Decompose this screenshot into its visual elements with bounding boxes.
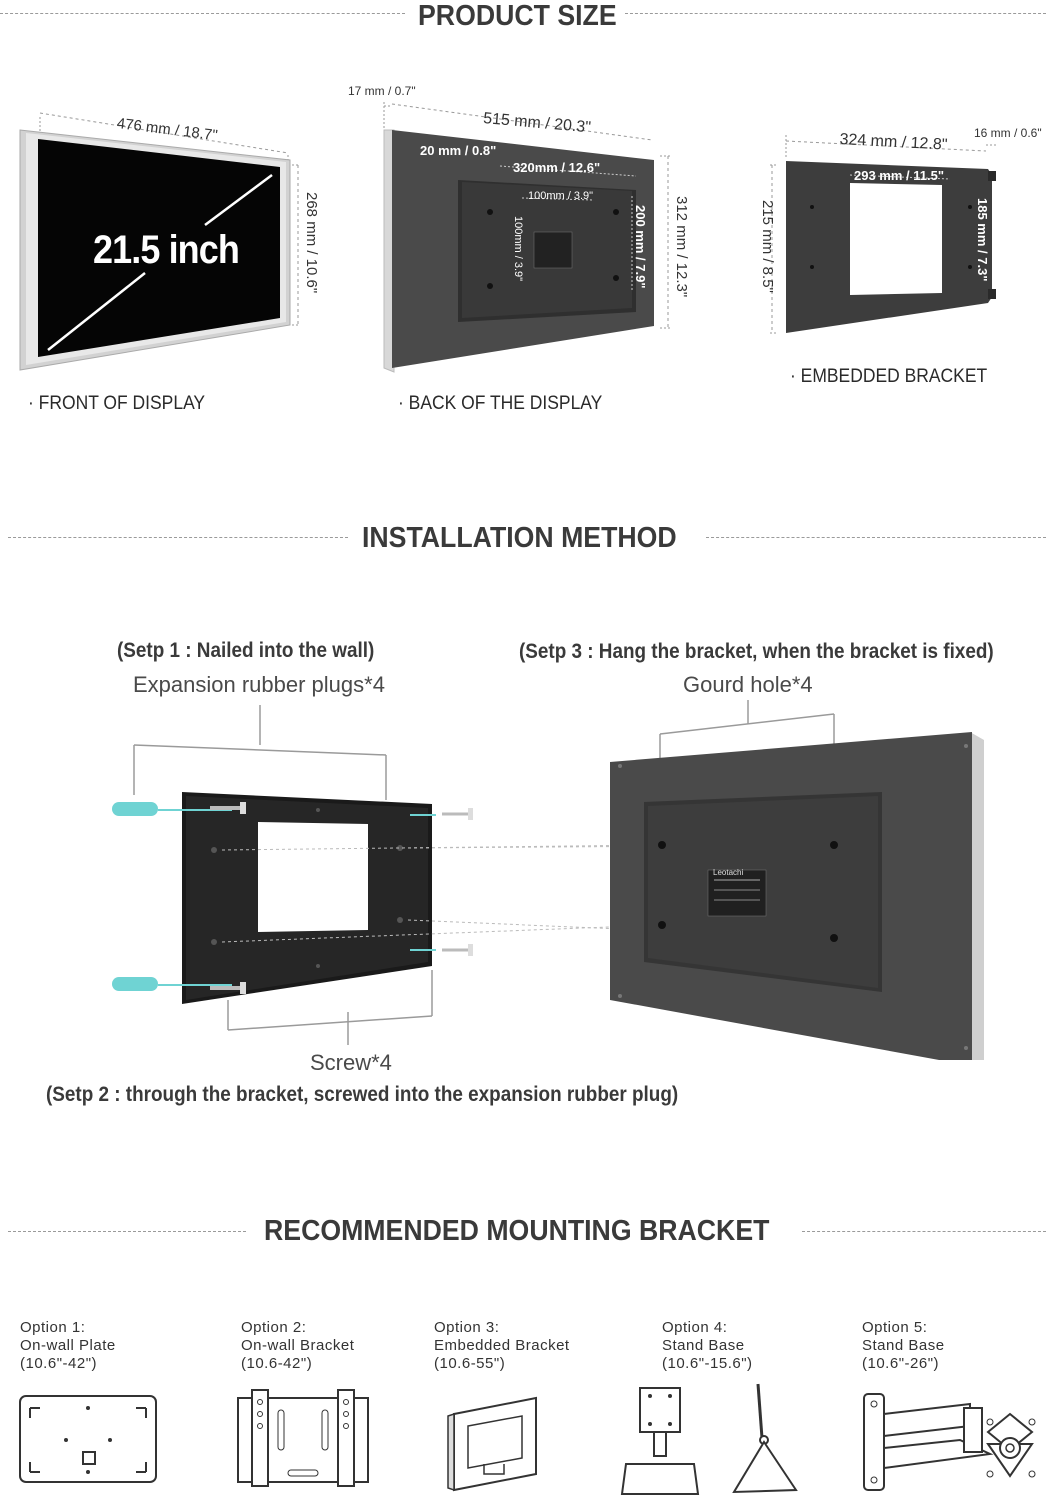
option-name: Embedded Bracket	[434, 1337, 570, 1354]
bracket-depth-dim: 16 mm / 0.6"	[974, 126, 1042, 140]
option-5-text	[862, 1319, 945, 1373]
stand-base-icon	[620, 1382, 810, 1500]
option-name: On-wall Plate	[20, 1337, 116, 1354]
option-title: Option 2:	[241, 1319, 307, 1336]
option-2-text	[241, 1319, 354, 1373]
back-height-dim: 312 mm / 12.3"	[673, 196, 690, 298]
recommended-divider-right	[802, 1231, 1046, 1232]
recommended-title: RECOMMENDED MOUNTING BRACKET	[264, 1215, 770, 1247]
step2-part-label: Screw*4	[310, 1050, 392, 1075]
bracket-caption: · EMBEDDED BRACKET	[790, 366, 988, 387]
recommended-divider-left	[8, 1231, 246, 1232]
installation-figure	[0, 700, 1046, 1060]
product-size-title: PRODUCT SIZE	[418, 0, 617, 32]
back-caption: · BACK OF THE DISPLAY	[398, 393, 603, 414]
option-title: Option 3:	[434, 1319, 500, 1336]
bracket-inner-height-dim: 185 mm / 7.3"	[975, 198, 990, 282]
wall-plate-icon	[18, 1394, 160, 1486]
step1-part-label: Expansion rubber plugs*4	[133, 672, 385, 697]
option-4-text	[662, 1319, 753, 1373]
step3-part-label: Gourd hole*4	[683, 672, 813, 697]
articulating-arm-icon	[860, 1392, 1046, 1494]
back-vesa-height-dim: 100mm / 3.9"	[512, 216, 524, 282]
option-3-text	[434, 1319, 570, 1373]
step2-text: (Setp 2 : through the bracket, screwed into the expansion rubber plug)	[46, 1083, 679, 1106]
bracket-inner-width-dim: 293 mm / 11.5"	[854, 168, 945, 183]
option-range: (10.6"-42")	[20, 1355, 98, 1372]
option-range: (10.6"-15.6")	[662, 1355, 753, 1372]
option-name: Stand Base	[862, 1337, 945, 1354]
step1-text: (Setp 1 : Nailed into the wall)	[117, 639, 375, 662]
product-size-divider-right	[625, 13, 1046, 14]
embedded-bracket-icon	[444, 1394, 544, 1494]
installation-divider-left	[8, 537, 348, 538]
option-title: Option 5:	[862, 1319, 928, 1336]
bracket-height-dim: 215 mm / 8.5"	[759, 200, 776, 293]
front-height-dim: 268 mm / 10.6"	[303, 192, 320, 294]
wall-bracket-icon	[236, 1388, 370, 1488]
option-range: (10.6-42")	[241, 1355, 313, 1372]
front-width-dim: 476 mm / 18.7"	[115, 115, 219, 145]
option-1-text	[20, 1319, 116, 1373]
back-box-height-dim: 200 mm / 7.9"	[633, 205, 648, 289]
back-width-dim: 515 mm / 20.3"	[482, 110, 592, 137]
back-edge-dim: 20 mm / 0.8"	[420, 143, 497, 158]
option-title: Option 4:	[662, 1319, 728, 1336]
installation-divider-right	[706, 537, 1046, 538]
installation-title: INSTALLATION METHOD	[362, 522, 677, 554]
option-range: (10.6"-26")	[862, 1355, 940, 1372]
display-brand-label: Leotachi	[713, 868, 744, 877]
product-size-divider-left	[0, 13, 405, 14]
back-vesa-width-dim: 100mm / 3.9"	[528, 190, 594, 202]
back-depth-dim: 17 mm / 0.7"	[348, 84, 416, 98]
option-range: (10.6-55")	[434, 1355, 506, 1372]
back-box-width-dim: 320mm / 12.6"	[513, 160, 601, 175]
front-size-label: 21.5 inch	[93, 228, 239, 272]
option-name: Stand Base	[662, 1337, 745, 1354]
embedded-bracket-figure	[760, 125, 1046, 355]
front-caption: · FRONT OF DISPLAY	[28, 393, 206, 414]
option-name: On-wall Bracket	[241, 1337, 355, 1354]
bracket-width-dim: 324 mm / 12.8"	[839, 131, 948, 154]
option-title: Option 1:	[20, 1319, 86, 1336]
step3-text: (Setp 3 : Hang the bracket, when the bracket is fixed)	[519, 640, 994, 663]
